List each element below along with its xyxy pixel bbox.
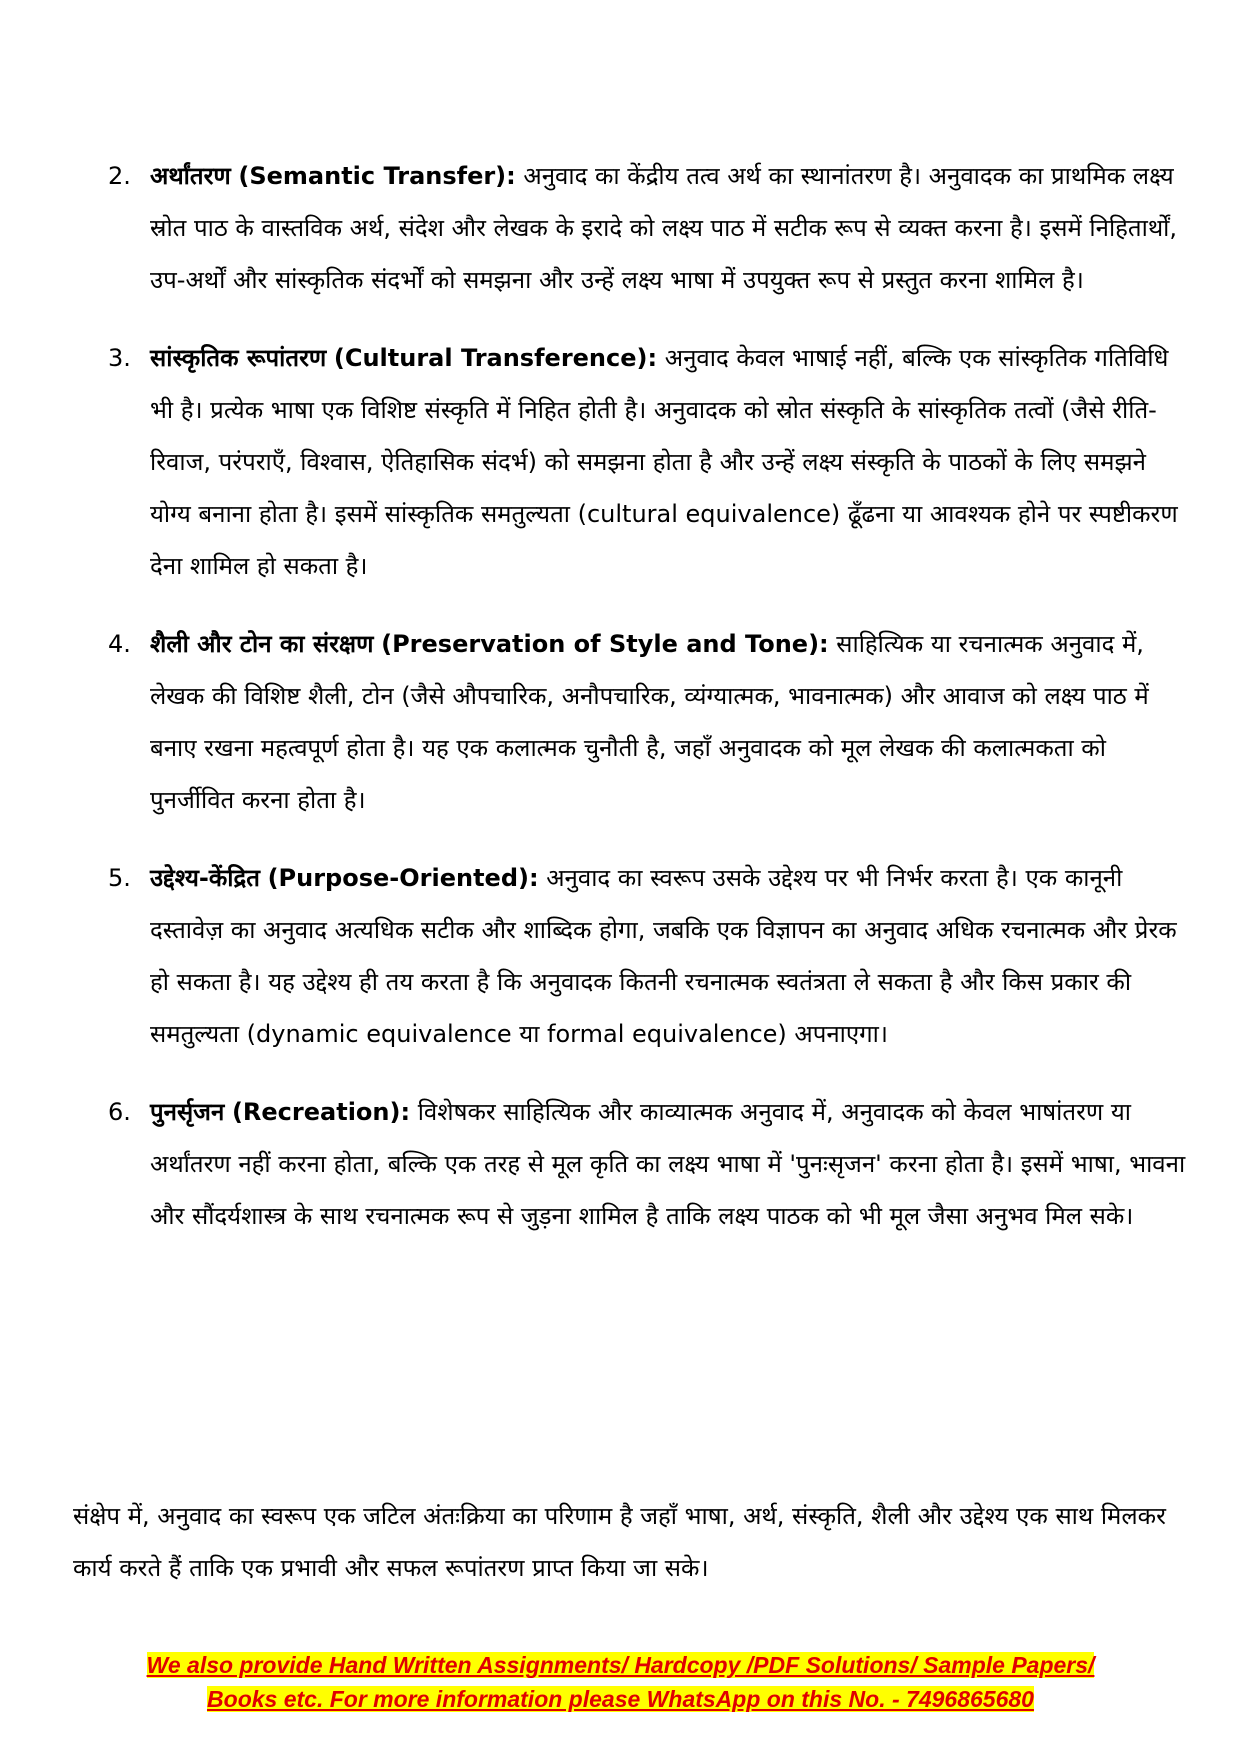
item-text: विशेषकर साहित्यिक और काव्यात्मक अनुवाद में, अनुवादक को केवल भाषांतरण या अर्थांतरण नहीं करना होता, बल्कि एक तरह से मूल कृति का लक्ष्य भाषा में 'पुनःसृजन' करना होता है। इसमें भाषा, भावना और सौंदर्यशास्त्र के साथ रचनात्मक रूप से जुड़ना शामिल है ताकि लक्ष्य पाठक को भी मूल जैसा अनुभव मिल सके। [150,1098,1186,1230]
list-item [108,618,1188,826]
item-text: अनुवाद केवल भाषाई नहीं, बल्कि एक सांस्कृतिक गतिविधि भी है। प्रत्येक भाषा एक विशिष्ट संस्कृति में निहित होती है। अनुवादक को स्रोत संस्कृति के सांस्कृतिक तत्वों (जैसे रीति-रिवाज, परंपराएँ, विश्वास, ऐतिहासिक संदर्भ) को समझना होता है और उन्हें लक्ष्य संस्कृति के पाठकों के लिए समझने योग्य बनाना होता है। इसमें सांस्कृतिक समतुल्यता (cultural equivalence) ढूँढना या आवश्यक होने पर स्पष्टीकरण देना शामिल हो सकता है। [150,344,1178,580]
item-english-term: (Purpose-Oriented): [267,864,539,892]
item-text: अनुवाद का केंद्रीय तत्व अर्थ का स्थानांतरण है। अनुवादक का प्राथमिक लक्ष्य स्रोत पाठ के वास्तविक अर्थ, संदेश और लेखक के इरादे को लक्ष्य पाठ में सटीक रूप से व्यक्त करना है। इसमें निहितार्थों, उप-अर्थों और सांस्कृतिक संदर्भों को समझना और उन्हें लक्ष्य भाषा में उपयुक्त रूप से प्रस्तुत करना शामिल है। [150,162,1178,294]
list-item [108,150,1188,306]
list-item [108,332,1188,592]
list-item [108,852,1188,1060]
item-number: 3. [108,344,131,372]
item-number: 2. [108,162,131,190]
promo-line-2: Books etc. For more information please WhatsApp on this No. - 7496865680 [207,1686,1034,1712]
promo-footer [0,1648,1241,1716]
item-text: साहित्यिक या रचनात्मक अनुवाद में, लेखक की विशिष्ट शैली, टोन (जैसे औपचारिक, अनौपचारिक, व्यंग्यात्मक, भावनात्मक) और आवाज को लक्ष्य पाठ में बनाए रखना महत्वपूर्ण होता है। यह एक कलात्मक चुनौती है, जहाँ अनुवादक को मूल लेखक की कलात्मकता को पुनर्जीवित करना होता है। [150,630,1149,814]
item-english-term: (Preservation of Style and Tone): [381,630,829,658]
item-number: 4. [108,630,131,658]
promo-line-1: We also provide Hand Written Assignments/ Hardcopy /PDF Solutions/ Sample Papers/ [146,1652,1095,1678]
item-number: 5. [108,864,131,892]
item-term: पुनर्सृजन [150,1098,225,1126]
list-item [108,1086,1188,1242]
item-english-term: (Recreation): [231,1098,411,1126]
item-term: शैली और टोन का संरक्षण [150,630,374,658]
item-term: सांस्कृतिक रूपांतरण [150,344,327,372]
summary-paragraph: संक्षेप में, अनुवाद का स्वरूप एक जटिल अंतःक्रिया का परिणाम है जहाँ भाषा, अर्थ, संस्कृति, शैली और उद्देश्य एक साथ मिलकर कार्य करते हैं ताकि एक प्रभावी और सफल रूपांतरण प्राप्त किया जा सके। [73,1502,1166,1582]
item-english-term: (Semantic Transfer): [238,162,516,190]
item-term: उद्देश्य-केंद्रित [150,864,260,892]
item-text: अनुवाद का स्वरूप उसके उद्देश्य पर भी निर्भर करता है। एक कानूनी दस्तावेज़ का अनुवाद अत्यधिक सटीक और शाब्दिक होगा, जबकि एक विज्ञापन का अनुवाद अधिक रचनात्मक और प्रेरक हो सकता है। यह उद्देश्य ही तय करता है कि अनुवादक कितनी रचनात्मक स्वतंत्रता ले सकता है और किस प्रकार की समतुल्यता (dynamic equivalence या formal equivalence) अपनाएगा। [150,864,1177,1048]
numbered-list [108,150,1188,1268]
item-term: अर्थांतरण [150,162,231,190]
item-english-term: (Cultural Transference): [333,344,658,372]
item-number: 6. [108,1098,131,1126]
